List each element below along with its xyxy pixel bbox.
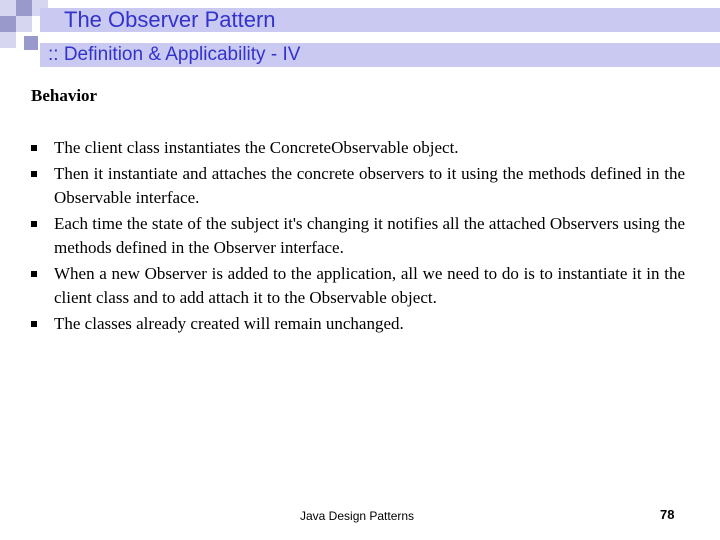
slide-subtitle: :: Definition & Applicability - IV xyxy=(48,44,301,65)
bullet-text: Then it instantiate and attaches the concrete observers to it using the methods defined in the Observable interface. xyxy=(54,164,685,207)
bullet-list xyxy=(31,136,685,338)
decor-square xyxy=(0,16,16,32)
bullet-text: The classes already created will remain unchanged. xyxy=(54,314,404,333)
footer-text: Java Design Patterns xyxy=(300,509,415,523)
list-item xyxy=(31,312,685,336)
decor-square xyxy=(0,0,16,16)
section-heading: Behavior xyxy=(31,86,98,105)
list-item xyxy=(31,136,685,160)
bullet-square-icon xyxy=(31,145,37,151)
bullet-square-icon xyxy=(31,221,37,227)
slide-title: The Observer Pattern xyxy=(64,7,276,32)
page-number: 78 xyxy=(660,507,675,522)
list-item xyxy=(31,212,685,260)
bullet-text: When a new Observer is added to the application, all we need to do is to instantiate it in the client class and to add attach it to the Observable object. xyxy=(54,264,685,307)
list-item xyxy=(31,162,685,210)
decor-square xyxy=(24,36,38,50)
decor-square xyxy=(16,0,32,16)
decor-square xyxy=(16,16,32,32)
list-item xyxy=(31,262,685,310)
bullet-text: The client class instantiates the ConcreteObservable object. xyxy=(54,138,459,157)
bullet-square-icon xyxy=(31,321,37,327)
bullet-square-icon xyxy=(31,171,37,177)
decor-square xyxy=(0,32,16,48)
bullet-square-icon xyxy=(31,271,37,277)
bullet-text: Each time the state of the subject it's changing it notifies all the attached Observers using the methods defined in the Observer interface. xyxy=(54,214,685,257)
